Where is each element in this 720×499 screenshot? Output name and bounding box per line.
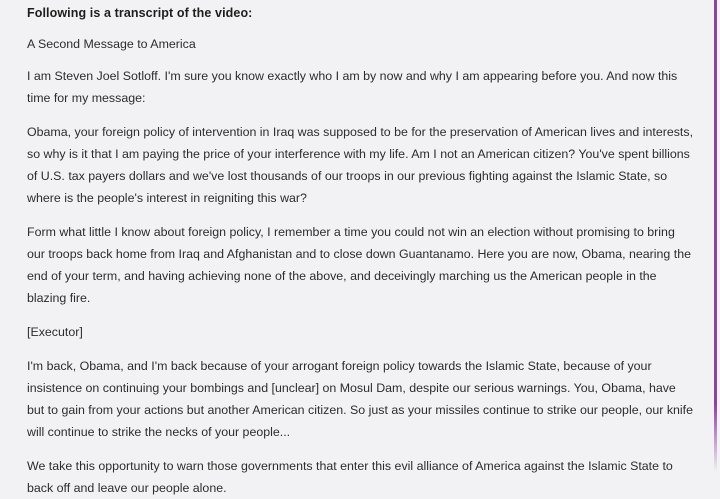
transcript-paragraph-executor: I'm back, Obama, and I'm back because of your arrogant foreign policy towards the Islamic State, because of your insistence on continuing your bombings and [unclear] on Mosul Dam, despite our serious warnings. You, Obama, have but to gain from your actions but another American citizen. So just as your missiles continue to strike our people, our knife will continue to strike the necks of your people... [27,359,693,439]
transcript-paragraph-election: Form what little I know about foreign policy, I remember a time you could not win an election without promising to bring our troops back home from Iraq and Afghanistan and to close down Guantanamo. Here you are now, Obama, nearing the end of your term, and having achieving none of the above, and deceivingly marching us the American people in the blazing fire. [27,225,691,305]
speaker-label-executor: [Executor] [27,325,83,339]
transcript-heading: Following is a transcript of the video: [27,6,253,20]
transcript-paragraph-intro: I am Steven Joel Sotloff. I'm sure you know exactly who I am by now and why I am appearing before you. And now this time for my message: [27,69,678,105]
right-border-rule-fade [714,404,717,472]
transcript-paragraph-foreign-policy: Obama, your foreign policy of intervention in Iraq was supposed to be for the preservation of American lives and interests, so why is it that I am paying the price of your interference with my life. Am I not an American citizen? You've spent billions of U.S. tax payers dollars and we've lost thousands of our troops in our previous fighting against the Islamic State, so where is the people's interest in reigniting this war? [27,125,694,205]
right-border-rule [714,0,717,404]
message-title: A Second Message to America [27,37,196,51]
transcript-paragraph-warning: We take this opportunity to warn those governments that enter this evil alliance of America against the Islamic State to back off and leave our people alone. [27,459,673,495]
